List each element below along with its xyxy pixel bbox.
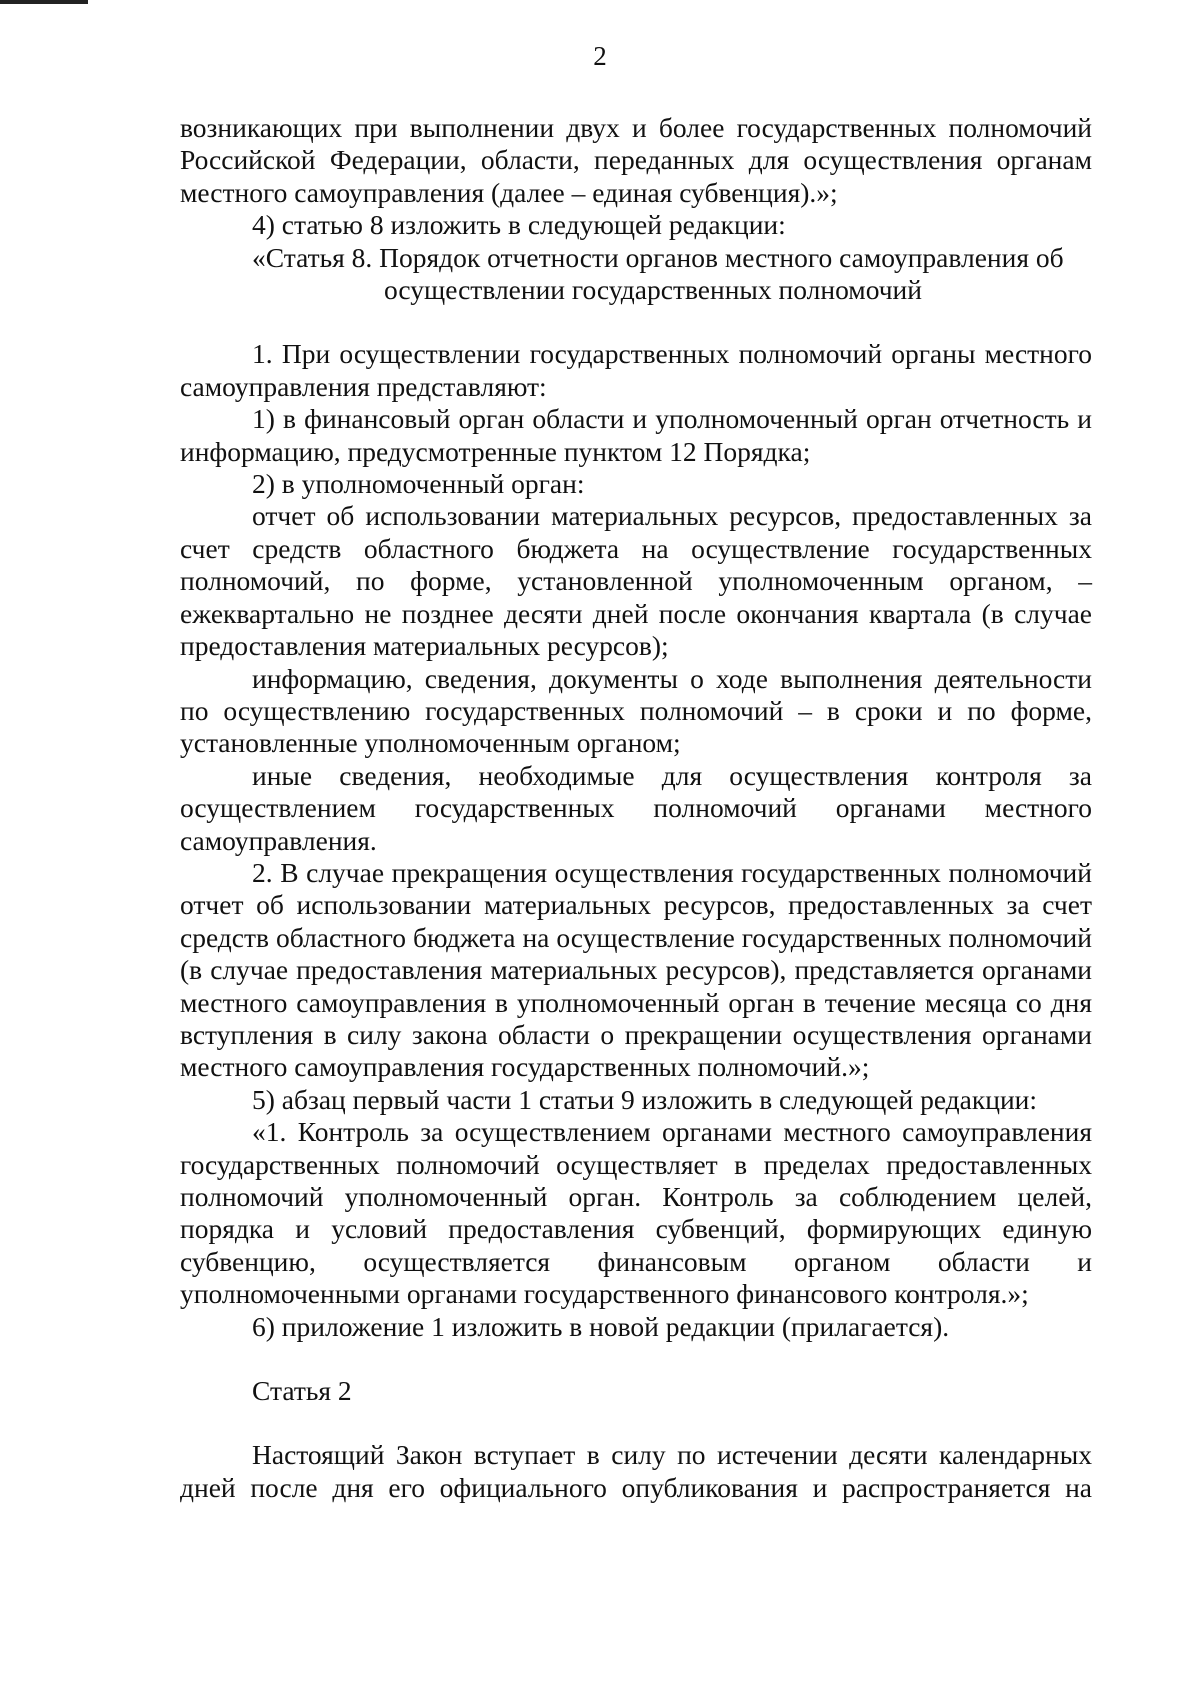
- paragraph-entry-into-force: Настоящий Закон вступает в силу по истечении десяти календарных дней после дня его официального опубликования и распространяется на: [180, 1439, 1092, 1503]
- paragraph-continuation: возникающих при выполнении двух и более государственных полномочий Российской Федерации, области, переданных для осуществления органам местного самоуправления (далее – единая субвенция).»;: [180, 112, 1092, 208]
- article-8-title-line-2: осуществлении государственных полномочий: [384, 274, 922, 306]
- article-8-title-line-1: «Статья 8. Порядок отчетности органов местного самоуправления об: [252, 241, 1064, 273]
- paragraph-item-5: 5) абзац первый части 1 статьи 9 изложить в следующей редакции:: [252, 1083, 1038, 1115]
- spacer: [180, 1343, 1092, 1375]
- article-8-title: [180, 242, 1092, 307]
- spacer: [180, 1407, 1092, 1439]
- paragraph-subclause-1: 1) в финансовый орган области и уполномоченный орган отчетность и информацию, предусмотренные пунктом 12 Порядка;: [180, 403, 1092, 467]
- scan-corner-mark: [0, 0, 88, 4]
- paragraph-item-4: 4) статью 8 изложить в следующей редакции:: [252, 209, 786, 241]
- paragraph-item-6: 6) приложение 1 изложить в новой редакции (прилагается).: [252, 1310, 950, 1342]
- paragraph-control: «1. Контроль за осуществлением органами местного самоуправления государственных полномочий осуществляет в пределах предоставленных полномочий уполномоченный орган. Контроль за соблюдением целей, порядка и условий предоставления субвенций, формирующих единую субвенцию, осуществляется финансовым органом области и уполномоченными органами государственного финансового контроля.»;: [180, 1116, 1092, 1310]
- paragraph-clause-1: 1. При осуществлении государственных полномочий органы местного самоуправления представляют:: [180, 338, 1092, 402]
- paragraph-subclause-2: 2) в уполномоченный орган:: [252, 468, 585, 500]
- article-2-heading: Статья 2: [252, 1375, 352, 1407]
- document-body: [180, 112, 1092, 1504]
- paragraph-report: отчет об использовании материальных ресурсов, предоставленных за счет средств областного бюджета на осуществление государственных полномочий, по форме, установленной уполномоченным органом, – ежеквартально не позднее десяти дней после окончания квартала (в случае предоставления материальных ресурсов);: [180, 500, 1092, 662]
- paragraph-other-info: иные сведения, необходимые для осуществления контроля за осуществлением государственных полномочий органами местного самоуправления.: [180, 759, 1092, 856]
- paragraph-information: информацию, сведения, документы о ходе выполнения деятельности по осуществлению государственных полномочий – в сроки и по форме, установленные уполномоченным органом;: [180, 662, 1092, 759]
- spacer: [180, 306, 1092, 338]
- paragraph-clause-2: 2. В случае прекращения осуществления государственных полномочий отчет об использовании материальных ресурсов, предоставленных за счет средств областного бюджета на осуществление государственных полномочий (в случае предоставления материальных ресурсов), представляется органами местного самоуправления в уполномоченный орган в течение месяца со дня вступления в силу закона области о прекращении осуществления органами местного самоуправления государственных полномочий.»;: [180, 856, 1092, 1083]
- page-number: 2: [593, 41, 607, 71]
